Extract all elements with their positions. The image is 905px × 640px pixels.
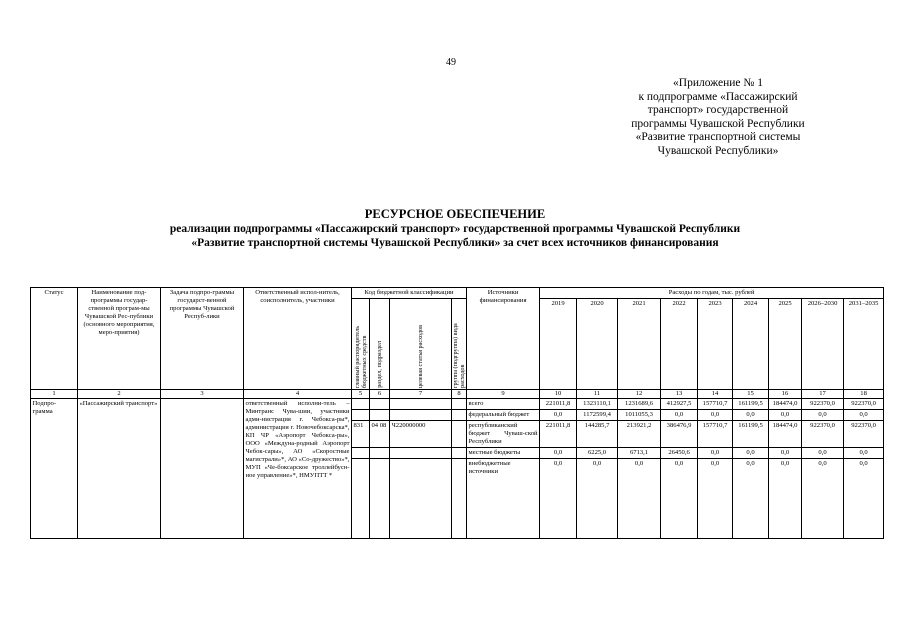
column-number: 17 bbox=[802, 390, 844, 399]
value-cell: 157710,7 bbox=[698, 399, 733, 410]
code-cell bbox=[352, 459, 370, 539]
header-year: 2025 bbox=[769, 299, 802, 390]
document-heading bbox=[40, 207, 870, 251]
value-cell: 922370,0 bbox=[802, 399, 844, 410]
value-cell: 0,0 bbox=[540, 448, 577, 459]
header-code-label: раздел, подраздел bbox=[376, 341, 383, 388]
row-task bbox=[161, 399, 244, 539]
value-cell: 922370,0 bbox=[802, 421, 844, 448]
value-cell: 0,0 bbox=[577, 459, 618, 539]
value-cell: 0,0 bbox=[844, 448, 884, 459]
value-cell: 412927,5 bbox=[661, 399, 698, 410]
value-cell: 6225,0 bbox=[577, 448, 618, 459]
table-header-row bbox=[31, 288, 884, 299]
value-cell: 0,0 bbox=[802, 448, 844, 459]
code-cell bbox=[370, 410, 390, 421]
column-number-row bbox=[31, 390, 884, 399]
heading-line: реализации подпрограммы «Пассажирский транспорт» государственной программы Чувашской Республики bbox=[169, 222, 741, 235]
source-name: республиканский бюджет Чуваш-ской Республики bbox=[467, 421, 540, 448]
column-number: 10 bbox=[540, 390, 577, 399]
column-number: 1 bbox=[31, 390, 78, 399]
value-cell: 0,0 bbox=[769, 459, 802, 539]
column-number: 5 bbox=[352, 390, 370, 399]
header-year: 2026–2030 bbox=[802, 299, 844, 390]
column-number: 7 bbox=[390, 390, 452, 399]
value-cell: 0,0 bbox=[769, 410, 802, 421]
value-cell: 0,0 bbox=[698, 459, 733, 539]
source-name: всего bbox=[467, 399, 540, 410]
code-cell bbox=[370, 448, 390, 459]
code-cell bbox=[370, 459, 390, 539]
code-cell bbox=[352, 410, 370, 421]
heading-line: «Развитие транспортной системы Чувашской Республики» за счет всех источников финансирования bbox=[191, 237, 719, 249]
value-cell: 213921,2 bbox=[618, 421, 661, 448]
value-cell: 0,0 bbox=[844, 459, 884, 539]
header-year: 2021 bbox=[618, 299, 661, 390]
value-cell: 6713,1 bbox=[618, 448, 661, 459]
value-cell: 221011,8 bbox=[540, 421, 577, 448]
header-year: 2023 bbox=[698, 299, 733, 390]
column-number: 13 bbox=[661, 390, 698, 399]
value-cell: 0,0 bbox=[540, 459, 577, 539]
column-number: 9 bbox=[467, 390, 540, 399]
value-cell: 0,0 bbox=[844, 410, 884, 421]
column-number: 12 bbox=[618, 390, 661, 399]
column-number: 14 bbox=[698, 390, 733, 399]
column-number: 8 bbox=[452, 390, 467, 399]
header-code-section bbox=[370, 299, 390, 390]
header-code-group bbox=[452, 299, 467, 390]
appendix-line: к подпрограмме «Пассажирский bbox=[638, 90, 798, 103]
table-row bbox=[31, 399, 884, 410]
code-cell bbox=[352, 399, 370, 410]
value-cell: 157710,7 bbox=[698, 421, 733, 448]
column-number: 4 bbox=[244, 390, 352, 399]
column-number: 18 bbox=[844, 390, 884, 399]
value-cell: 0,0 bbox=[802, 459, 844, 539]
value-cell: 184474,0 bbox=[769, 399, 802, 410]
header-code-target bbox=[390, 299, 452, 390]
column-number: 16 bbox=[769, 390, 802, 399]
value-cell: 1323110,1 bbox=[577, 399, 618, 410]
header-code-grbs bbox=[352, 299, 370, 390]
value-cell: 1231689,6 bbox=[618, 399, 661, 410]
value-cell: 26450,6 bbox=[661, 448, 698, 459]
header-code-label: главный распорядитель бюджетных средств bbox=[353, 325, 368, 388]
value-cell: 0,0 bbox=[540, 410, 577, 421]
value-cell: 0,0 bbox=[698, 410, 733, 421]
value-cell: 0,0 bbox=[698, 448, 733, 459]
code-cell bbox=[452, 399, 467, 410]
column-number: 6 bbox=[370, 390, 390, 399]
code-cell bbox=[390, 459, 452, 539]
code-cell bbox=[390, 399, 452, 410]
header-sources: Источники финансирования bbox=[467, 288, 540, 390]
value-cell: 1011055,3 bbox=[618, 410, 661, 421]
column-number: 2 bbox=[78, 390, 161, 399]
row-responsible: ответственный исполни-тель – Минтранс Чува-шии, участники адми-нистрация г. Чебокса-ры*, администрация г. Новочебоксарска*, КП ЧР «Аэропорт Чебокса-ры», ООО «Междуна-родный Аэропорт Чебок-сары», АО «Скоростные магистрали»*, АО «Со-дружество»*, МУП «Че-боксарское троллейбусн-ное управление»*, НМУПТТ * bbox=[244, 399, 352, 539]
code-cell bbox=[390, 448, 452, 459]
header-year: 2022 bbox=[661, 299, 698, 390]
value-cell: 1172599,4 bbox=[577, 410, 618, 421]
value-cell: 0,0 bbox=[618, 459, 661, 539]
value-cell: 0,0 bbox=[733, 410, 769, 421]
appendix-line: «Приложение № 1 bbox=[673, 77, 763, 89]
header-code-label: целевая статья расходов bbox=[417, 324, 424, 388]
resource-table bbox=[30, 287, 884, 539]
code-cell bbox=[390, 410, 452, 421]
value-cell: 161199,5 bbox=[733, 399, 769, 410]
value-cell: 922370,0 bbox=[844, 421, 884, 448]
header-budget-code: Код бюджетной классификации bbox=[352, 288, 467, 299]
row-name: «Пассажирский транспорт» bbox=[78, 399, 161, 539]
header-responsible: Ответственный испол-нитель, соисполнитель, участники bbox=[244, 288, 352, 390]
code-cell bbox=[352, 448, 370, 459]
row-status: Подпро-грамма bbox=[31, 399, 78, 539]
header-expenses: Расходы по годам, тыс. рублей bbox=[540, 288, 884, 299]
appendix-line: транспорт» государственной bbox=[647, 104, 789, 116]
code-section: 04 08 bbox=[370, 421, 390, 448]
header-task: Задача подпро-граммы государст-венной программы Чувашской Респуб-лики bbox=[161, 288, 244, 390]
value-cell: 0,0 bbox=[661, 410, 698, 421]
source-name: внебюджетные источники bbox=[467, 459, 540, 539]
appendix-line: программы Чувашской Республики bbox=[631, 117, 805, 130]
header-name: Наименование под-программы государ-ственной програм-мы Чувашской Рес-публики (основного мероприятия, меро-приятия) bbox=[78, 288, 161, 390]
page-number: 49 bbox=[446, 57, 456, 68]
code-target: Ч220000000 bbox=[390, 421, 452, 448]
column-number: 3 bbox=[161, 390, 244, 399]
value-cell: 0,0 bbox=[733, 459, 769, 539]
value-cell: 184474,0 bbox=[769, 421, 802, 448]
value-cell: 0,0 bbox=[733, 448, 769, 459]
header-code-label: группа (подгруппа) вида расходов bbox=[452, 323, 467, 388]
appendix-line: «Развитие транспортной системы bbox=[635, 131, 801, 143]
value-cell: 0,0 bbox=[802, 410, 844, 421]
value-cell: 0,0 bbox=[661, 459, 698, 539]
header-year: 2019 bbox=[540, 299, 577, 390]
value-cell: 0,0 bbox=[769, 448, 802, 459]
source-name: местные бюджеты bbox=[467, 448, 540, 459]
header-year: 2020 bbox=[577, 299, 618, 390]
code-group bbox=[452, 421, 467, 448]
column-number: 15 bbox=[733, 390, 769, 399]
header-year: 2024 bbox=[733, 299, 769, 390]
column-number: 11 bbox=[577, 390, 618, 399]
value-cell: 386476,9 bbox=[661, 421, 698, 448]
header-status: Статус bbox=[31, 288, 78, 390]
code-cell bbox=[452, 459, 467, 539]
appendix-block bbox=[603, 77, 833, 158]
code-cell bbox=[452, 410, 467, 421]
source-name: федеральный бюджет bbox=[467, 410, 540, 421]
code-cell bbox=[452, 448, 467, 459]
appendix-line: Чувашской Республики» bbox=[657, 144, 779, 157]
header-year: 2031–2035 bbox=[844, 299, 884, 390]
value-cell: 161199,5 bbox=[733, 421, 769, 448]
heading-title: РЕСУРСНОЕ ОБЕСПЕЧЕНИЕ bbox=[364, 207, 546, 221]
value-cell: 221011,8 bbox=[540, 399, 577, 410]
value-cell: 922370,0 bbox=[844, 399, 884, 410]
value-cell: 144285,7 bbox=[577, 421, 618, 448]
code-grbs: 831 bbox=[352, 421, 370, 448]
code-cell bbox=[370, 399, 390, 410]
